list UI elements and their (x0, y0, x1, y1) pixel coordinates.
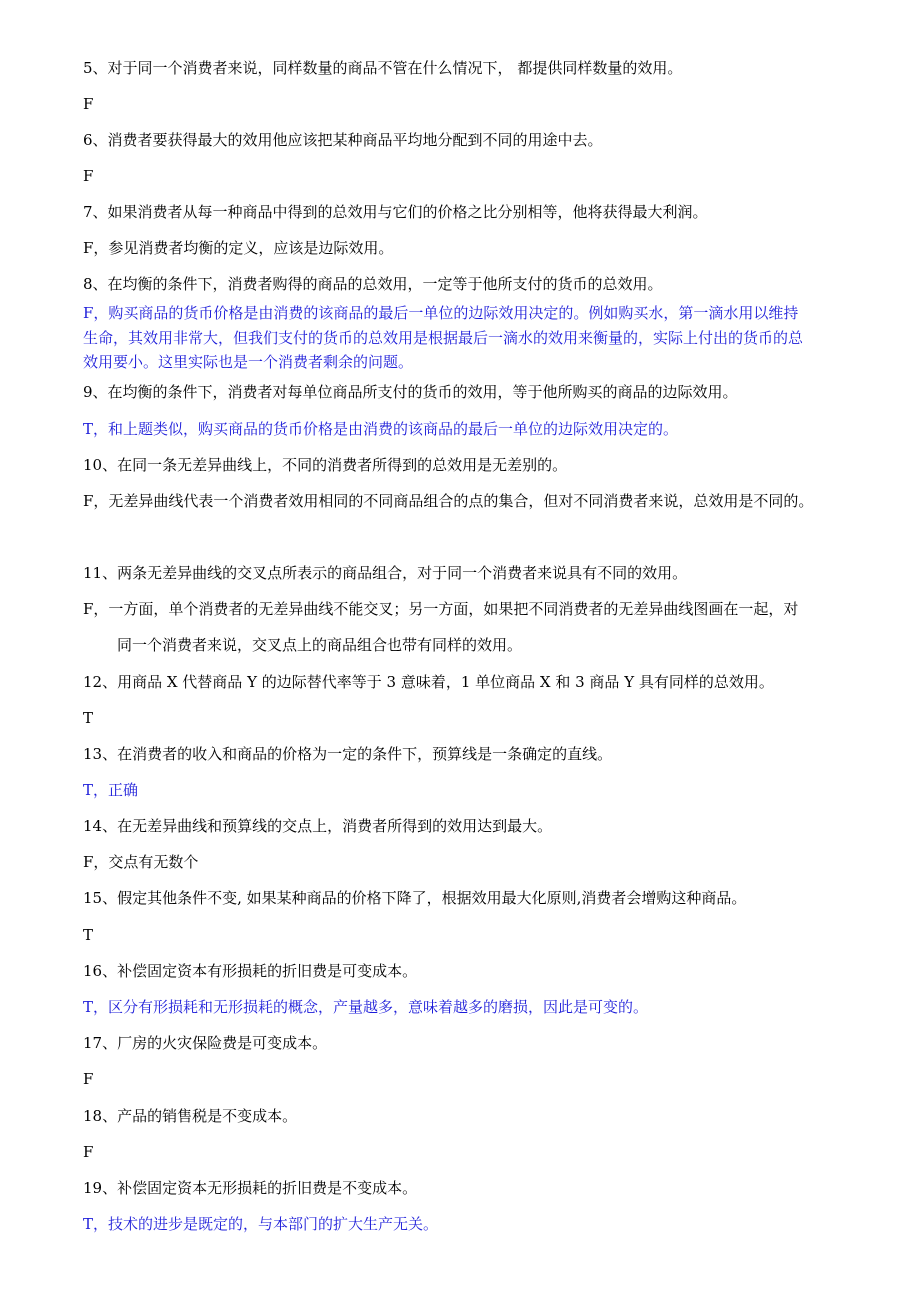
answer-6: F (83, 167, 94, 185)
question-13: 13、在消费者的收入和商品的价格为一定的条件下，预算线是一条确定的直线。 (83, 745, 613, 763)
answer-8-line-1: F，购买商品的货币价格是由消费的该商品的最后一单位的边际效用决定的。例如购买水，第一滴水用以维持 (83, 304, 799, 322)
question-5: 5、对于同一个消费者来说，同样数量的商品不管在什么情况下， 都提供同样数量的效用。 (83, 59, 683, 77)
question-15: 15、假定其他条件不变, 如果某种商品的价格下降了，根据效用最大化原则,消费者会增购这种商品。 (83, 889, 747, 907)
question-8: 8、在均衡的条件下，消费者购得的商品的总效用，一定等于他所支付的货币的总效用。 (83, 275, 663, 293)
answer-8-line-3: 效用要小。这里实际也是一个消费者剩余的问题。 (83, 353, 414, 371)
question-9: 9、在均衡的条件下，消费者对每单位商品所支付的货币的效用，等于他所购买的商品的边际效用。 (83, 383, 738, 401)
question-17: 17、厂房的火灾保险费是可变成本。 (83, 1034, 328, 1052)
answer-5: F (83, 95, 94, 113)
question-14: 14、在无差异曲线和预算线的交点上，消费者所得到的效用达到最大。 (83, 817, 553, 835)
question-12: 12、用商品 X 代替商品 Y 的边际替代率等于 3 意味着，1 单位商品 X 和 3 商品 Y 具有同样的总效用。 (83, 673, 774, 691)
answer-14: F，交点有无数个 (83, 853, 199, 871)
answer-10: F，无差异曲线代表一个消费者效用相同的不同商品组合的点的集合，但对不同消费者来说，总效用是不同的。 (83, 492, 814, 510)
answer-11-line-1: F，一方面，单个消费者的无差异曲线不能交叉；另一方面，如果把不同消费者的无差异曲线图画在一起，对 (83, 600, 799, 618)
answer-17: F (83, 1070, 94, 1088)
answer-16: T，区分有形损耗和无形损耗的概念，产量越多，意味着越多的磨损，因此是可变的。 (83, 998, 649, 1016)
answer-8-line-2: 生命，其效用非常大，但我们支付的货币的总效用是根据最后一滴水的效用来衡量的，实际上付出的货币的总 (83, 329, 804, 347)
answer-18: F (83, 1143, 94, 1161)
question-7: 7、如果消费者从每一种商品中得到的总效用与它们的价格之比分别相等，他将获得最大利润。 (83, 203, 708, 221)
question-16: 16、补偿固定资本有形损耗的折旧费是可变成本。 (83, 962, 418, 980)
question-6: 6、消费者要获得最大的效用他应该把某种商品平均地分配到不同的用途中去。 (83, 131, 603, 149)
question-10: 10、在同一条无差异曲线上，不同的消费者所得到的总效用是无差别的。 (83, 456, 568, 474)
answer-11-line-2: 同一个消费者来说，交叉点上的商品组合也带有同样的效用。 (117, 636, 523, 654)
answer-7: F，参见消费者均衡的定义，应该是边际效用。 (83, 239, 394, 257)
answer-13: T，正确 (83, 781, 139, 799)
answer-9: T，和上题类似，购买商品的货币价格是由消费的该商品的最后一单位的边际效用决定的。 (83, 420, 679, 438)
answer-19: T，技术的进步是既定的，与本部门的扩大生产无关。 (83, 1215, 439, 1233)
answer-12: T (83, 709, 94, 727)
question-11: 11、两条无差异曲线的交叉点所表示的商品组合，对于同一个消费者来说具有不同的效用。 (83, 564, 688, 582)
question-18: 18、产品的销售税是不变成本。 (83, 1107, 298, 1125)
question-19: 19、补偿固定资本无形损耗的折旧费是不变成本。 (83, 1179, 418, 1197)
answer-15: T (83, 926, 94, 944)
